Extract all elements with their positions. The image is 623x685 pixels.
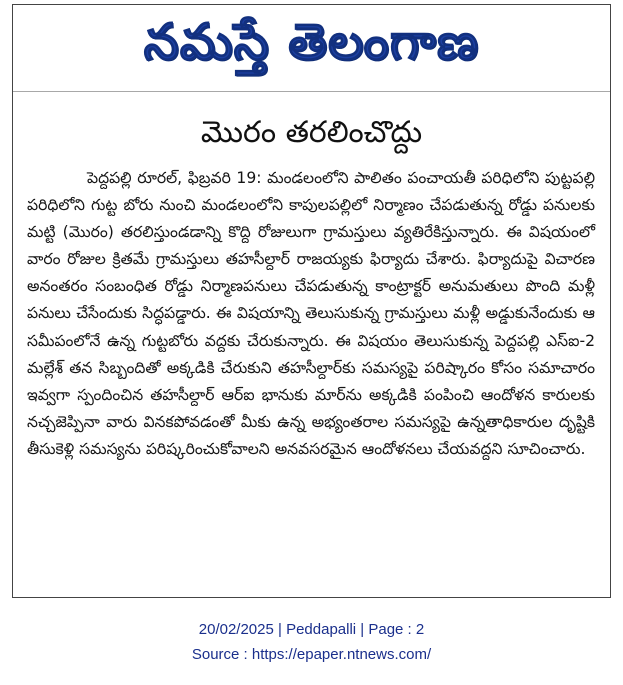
masthead-divider: [13, 91, 610, 92]
article-body: పెద్దపల్లి రూరల్, ఫిబ్రవరి 19: మండలంలోని పాలితం పంచాయతీ పరిధిలోని పుట్టపల్లి పరిధిలోని గుట్ట బోరు నుంచి మండలంలోని కాపులపల్లిలో నిర్మాణం చేపడుతున్న రోడ్డు పనులకు మట్టి (మొరం) తరలిస్తుండడాన్ని కొద్ది రోజులుగా గ్రామస్తులు వ్యతిరేకిస్తున్నారు. ఈ విషయంలో వారం రోజుల క్రితమే గ్రామస్తులు తహసీల్దార్ రాజయ్యకు ఫిర్యాదు చేశారు. ఫిర్యాదుపై విచారణ అనంతరం సంబంధిత రోడ్డు నిర్మాణపనులు చేపడుతున్న కాంట్రాక్టర్ అనుమతులు పొంది మళ్లీ పనులు చేసేందుకు సిద్ధపడ్డారు. ఈ విషయాన్ని తెలుసుకున్న గ్రామస్తులు మళ్లీ అడ్డుకునేందుకు ఆ సమీపంలోనే ఉన్న గుట్టబోరు వద్దకు చేరుకున్నారు. ఈ విషయం తెలుసుకున్న పెద్దపల్లి ఎస్ఐ-2 మల్లేశ్ తన సిబ్బందితో అక్కడికి చేరుకుని తహసీల్దార్‌కు సమస్యపై పరిష్కారం కోసం సమాచారం ఇవ్వగా స్పందించిన తహసీల్దార్ ఆర్ఐ భానుకు మార్‌ను అక్కడికి పంపించి ఆందోళన కారులకు నచ్చజెప్పినా వారు వినకపోవడంతో మీకు ఉన్న అభ్యంతరాల సమస్యపై ఉన్నతాధికారుల దృష్టికి తీసుకెళ్లి సమస్యను పరిష్కరించుకోవాలని అనవసరమైన ఆందోళనలు చేయవద్దని సూచించారు.: [27, 169, 595, 458]
edition-info: 20/02/2025 | Peddapalli | Page : 2: [198, 621, 425, 638]
news-clipping: [12, 4, 611, 598]
masthead-logo: నమస్తే తెలంగాణ: [143, 13, 480, 71]
source-link[interactable]: Source : https://epaper.ntnews.com/: [191, 646, 432, 663]
article-headline: మొరం తరలించొద్దు: [200, 115, 423, 150]
